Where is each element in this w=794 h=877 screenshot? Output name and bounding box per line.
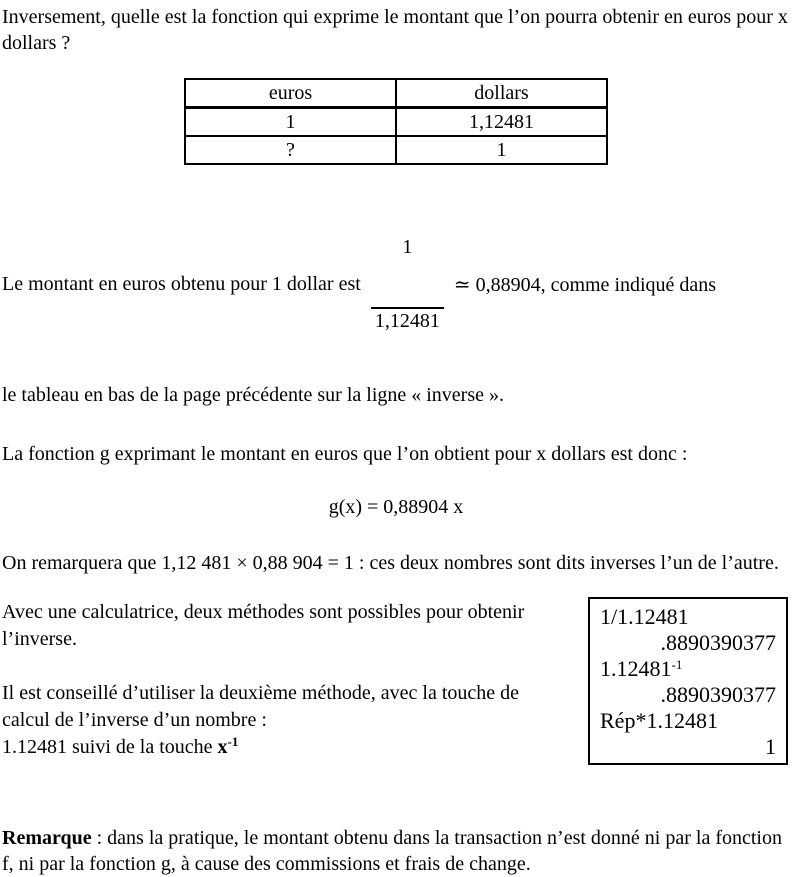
column-header-euros: euros bbox=[185, 79, 396, 108]
amount-paragraph-line1 bbox=[2, 187, 790, 381]
fraction-numerator: 1 bbox=[402, 236, 413, 258]
fraction-denominator: 1,12481 bbox=[371, 307, 444, 333]
remark-text: : dans la pratique, le montant obtenu dans la transaction n’est donné ni par la fonction f, ni par la fonction g, à cause des commissions et frais de change. bbox=[2, 827, 782, 875]
methods-column bbox=[2, 597, 542, 765]
inverse-note-paragraph: On remarquera que 1,12 481 × 0,88 904 = 1 : ces deux nombres sont dits inverses l’un de l’autre. bbox=[2, 552, 779, 574]
key-line-prefix: 1.12481 suivi de la touche bbox=[2, 736, 218, 758]
amount-text-before: Le montant en euros obtenu pour 1 dollar est bbox=[2, 272, 361, 295]
method-advice-text: Il est conseillé d’utiliser la deuxième méthode, avec la touche de calcul de l’inverse d’un nombre : bbox=[2, 682, 520, 731]
calc-entry bbox=[600, 656, 776, 682]
remark-paragraph bbox=[2, 825, 784, 877]
calc-result: .8890390377 bbox=[660, 682, 776, 707]
calc-entry: 1/1.12481 bbox=[600, 604, 689, 629]
inverse-key-label: x bbox=[217, 736, 228, 758]
formula-gx: g(x) = 0,88904 x bbox=[328, 496, 464, 518]
amount-text-after: ≃ 0,88904, comme indiqué dans bbox=[453, 273, 717, 296]
function-intro-paragraph: La fonction g exprimant le montant en euros que l’on obtient pour x dollars est donc : bbox=[2, 443, 688, 465]
table-header-row bbox=[185, 79, 607, 108]
amount-paragraph-line2: le tableau en bas de la page précédente sur la ligne « inverse ». bbox=[2, 384, 505, 406]
calculator-screen bbox=[588, 597, 788, 765]
table-row bbox=[185, 108, 607, 137]
column-header-dollars: dollars bbox=[396, 79, 607, 108]
table-cell: 1 bbox=[185, 108, 396, 137]
fraction bbox=[371, 187, 444, 381]
calc-entry: Rép*1.12481 bbox=[600, 708, 718, 733]
calc-result: 1 bbox=[765, 734, 776, 759]
table-row bbox=[185, 136, 607, 164]
methods-paragraph: Avec une calculatrice, deux méthodes sont possibles pour obtenir l’inverse. bbox=[2, 601, 525, 650]
intro-paragraph: Inversement, quelle est la fonction qui exprime le montant que l’on pourra obtenir en euros pour x dollars ? bbox=[2, 6, 788, 54]
conversion-table bbox=[184, 78, 608, 165]
inverse-key-exponent: -1 bbox=[227, 734, 239, 749]
calc-entry-exponent: -1 bbox=[671, 657, 683, 672]
table-cell: ? bbox=[185, 136, 396, 164]
calc-entry-base: 1.12481 bbox=[600, 656, 672, 681]
table-cell: 1 bbox=[396, 136, 607, 164]
calc-result: .8890390377 bbox=[660, 630, 776, 655]
method-advice-paragraph bbox=[2, 680, 542, 761]
table-cell: 1,12481 bbox=[396, 108, 607, 137]
two-column-section bbox=[2, 597, 790, 765]
remark-label: Remarque bbox=[2, 827, 92, 849]
